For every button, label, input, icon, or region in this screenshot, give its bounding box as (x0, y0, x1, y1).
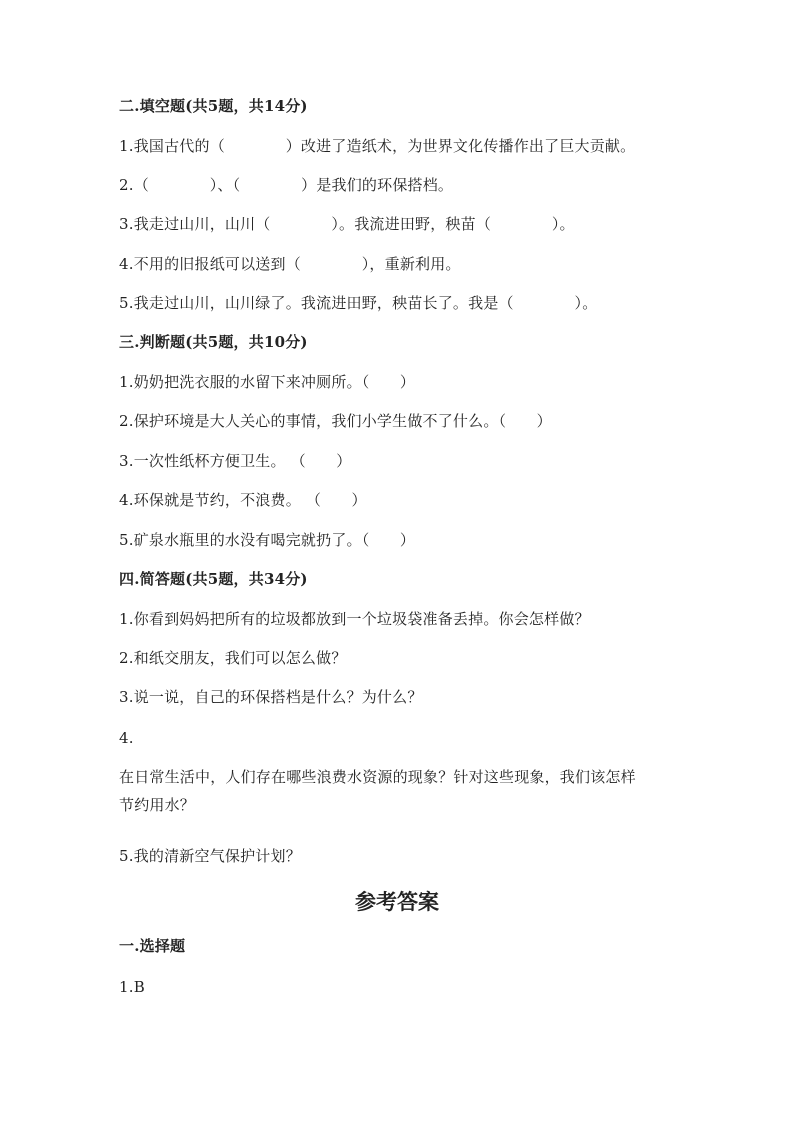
short-question-3: 3.说一说，自己的环保搭档是什么？为什么？ (119, 688, 423, 706)
short-question-4-line-2: 节约用水？ (119, 796, 196, 814)
fill-question-3: 3.我走过山川，山川（ ）。我流进田野，秧苗（ ）。 (119, 215, 575, 233)
answers-title: 参考答案 (355, 889, 439, 914)
judge-question-5: 5.矿泉水瓶里的水没有喝完就扔了。（ ） (119, 531, 416, 549)
answers-section-1-heading: 一.选择题 (119, 937, 186, 955)
short-question-1: 1.你看到妈妈把所有的垃圾都放到一个垃圾袋准备丢掉。你会怎样做？ (119, 610, 590, 628)
short-question-5: 5.我的清新空气保护计划？ (119, 847, 301, 865)
judge-question-3: 3.一次性纸杯方便卫生。 （ ） (119, 452, 352, 470)
section-3-heading: 三.判断题(共5题，共10分) (119, 333, 308, 351)
judge-question-4: 4.环保就是节约，不浪费。 （ ） (119, 491, 367, 509)
fill-question-4: 4.不用的旧报纸可以送到（ ），重新利用。 (119, 255, 461, 273)
fill-question-2: 2.（ ）、（ ）是我们的环保搭档。 (119, 176, 454, 194)
answer-1: 1.B (119, 978, 145, 996)
section-4-heading: 四.简答题(共5题，共34分) (119, 570, 308, 588)
judge-question-2: 2.保护环境是大人关心的事情，我们小学生做不了什么。（ ） (119, 412, 552, 430)
judge-question-1: 1.奶奶把洗衣服的水留下来冲厕所。（ ） (119, 373, 416, 391)
fill-question-1: 1.我国古代的（ ）改进了造纸术，为世界文化传播作出了巨大贡献。 (119, 137, 636, 155)
fill-question-5: 5.我走过山川，山川绿了。我流进田野，秧苗长了。我是（ ）。 (119, 294, 598, 312)
section-2-heading: 二.填空题(共5题，共14分) (119, 97, 308, 115)
short-question-4-number: 4. (119, 729, 134, 747)
short-question-4-line-1: 在日常生活中，人们存在哪些浪费水资源的现象？针对这些现象，我们该怎样 (119, 768, 636, 786)
short-question-2: 2.和纸交朋友，我们可以怎么做？ (119, 649, 347, 667)
